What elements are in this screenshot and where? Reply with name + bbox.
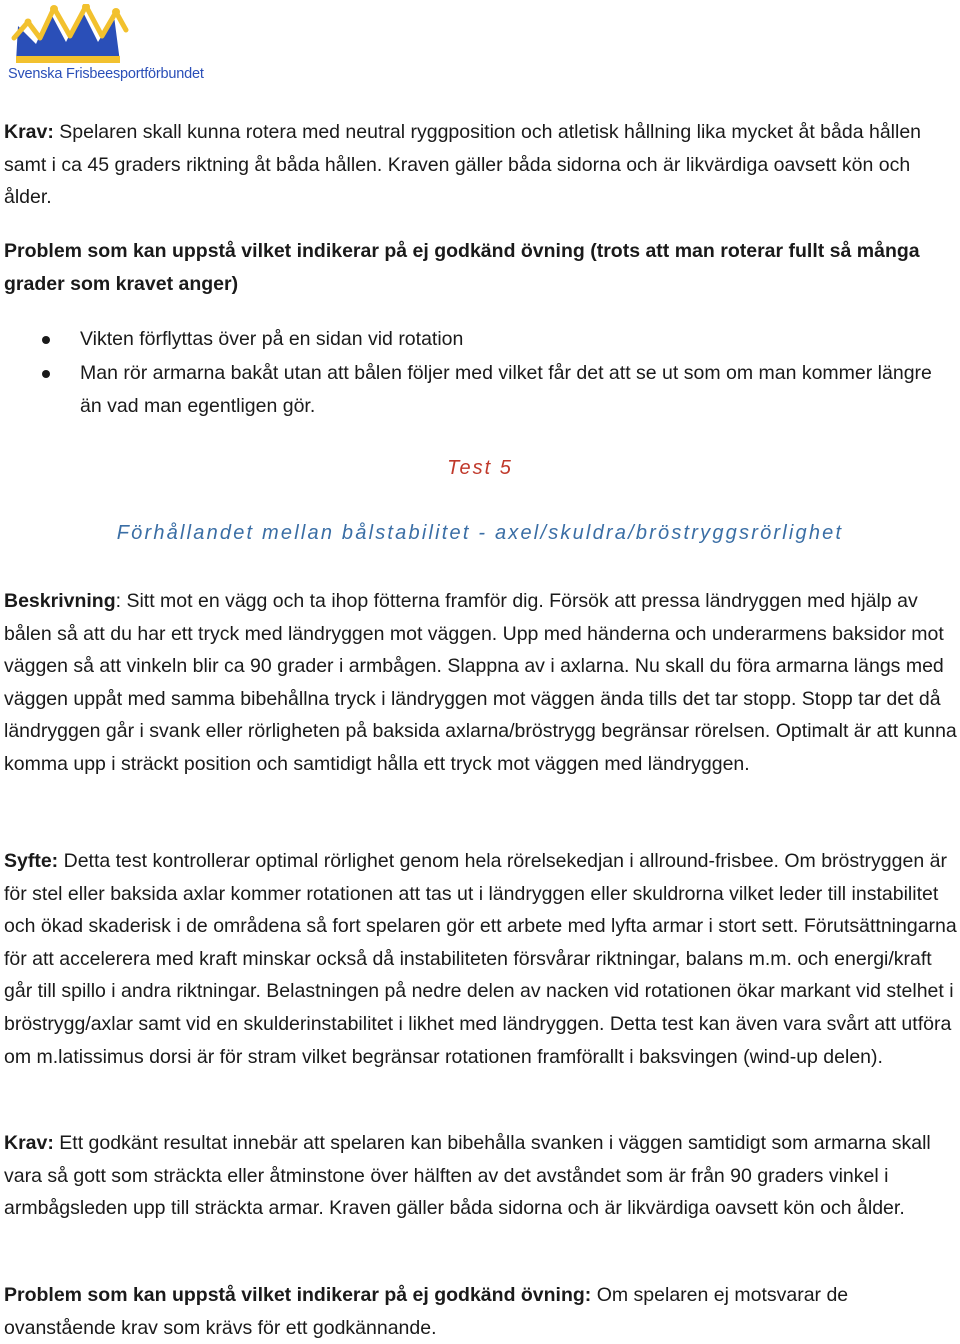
- krav-paragraph-2: [4, 1127, 958, 1225]
- list-item-text: Man rör armarna bakåt utan att bålen följer med vilket får det att se ut som om man kommer längre än vad man egentligen gör.: [80, 361, 932, 417]
- test-subheading: Förhållandet mellan bålstabilitet - axel/skuldra/bröstryggsrörlighet: [116, 522, 844, 544]
- bullet-icon: [42, 336, 50, 344]
- logo-text: Svenska Frisbeesportförbundet: [8, 66, 204, 82]
- syfte-text: Detta test kontrollerar optimal rörlighet genom hela rörelsekedjan i allround-frisbee. Om bröstryggen är för stel eller baksida axlar kommer rotationen att tas ut i ländryggen eller skuldrorna vilket leder till instabilitet och ökad skaderisk i de områdena så fort spelaren gör ett arbete med lyfta armar i stort sett. Förutsättningarna för att accelerera med kraft minskar också då instabiliteten försvårar riktningar, balans m.m. och energi/kraft går till spillo i andra riktningar. Belastningen på nedre delen av nacken vid rotationen ökar markant vid stelhet i bröstrygg/axlar samt vid en skulderinstabilitet i likhet med ländryggen. Detta test kan även vara svårt att utföra om m.latissimus dorsi är för stram vilket begränsar rotationen framförallt i baksvingen (wind-up delen).: [4, 850, 957, 1068]
- beskrivning-text: : Sitt mot en vägg och ta ihop fötterna framför dig. Försök att pressa ländryggen med hjälp av bålen så att du har ett tryck med ländryggen mot väggen. Upp med händerna och underarmens baksidor mot väggen så att vinkeln blir ca 90 grader i armbågen. Slappna av i axlarna. Nu skall du föra armarna längs med väggen uppåt med samma bibehållna tryck i ländryggen mot väggen ända tills det tar stopp. Stopp tar det då ländryggen går i svank eller rörligheten på baksida axlarna/bröstrygg begränsar rörelsen. Optimalt är att kunna komma upp i sträckt position och samtidigt hålla ett tryck mot väggen med ländryggen.: [4, 590, 957, 775]
- list-item: [0, 323, 954, 356]
- beskrivning-paragraph: [4, 585, 958, 781]
- krav-label: Krav:: [4, 121, 54, 143]
- crown-icon: [10, 4, 130, 68]
- problem-bullet-list: [0, 323, 954, 424]
- beskrivning-label: Beskrivning: [4, 590, 116, 612]
- krav-paragraph-1: [4, 116, 958, 214]
- problem-text: Om spelaren ej motsvarar de ovanstående krav som krävs för ett godkännande.: [4, 1284, 849, 1339]
- problem-label: Problem som kan uppstå vilket indikerar på ej godkänd övning:: [4, 1284, 592, 1306]
- krav-text: Ett godkänt resultat innebär att spelaren kan bibehålla svanken i väggen samtidigt som armarna skall vara så gott som sträckta eller åtminstone över hälften av det avståndet som är från 90 graders vinkel i armbågsleden upp till sträckta armar. Kraven gäller båda sidorna och är likvärdiga oavsett kön och ålder.: [4, 1132, 931, 1220]
- syfte-paragraph: [4, 845, 958, 1073]
- list-item: [0, 357, 954, 422]
- krav-text: Spelaren skall kunna rotera med neutral ryggposition och atletisk hållning lika mycket åt båda hållen samt i ca 45 graders riktning åt båda hållen. Kraven gäller båda sidorna och är likvärdiga oavsett kön och ålder.: [4, 121, 922, 209]
- krav-label: Krav:: [4, 1132, 54, 1154]
- test-heading: Test 5: [447, 457, 513, 479]
- federation-logo: [8, 4, 218, 88]
- bullet-icon: [42, 370, 50, 378]
- problem-heading-1: Problem som kan uppstå vilket indikerar på ej godkänd övning (trots att man roterar fullt så många grader som kravet anger): [4, 240, 920, 295]
- list-item-text: Vikten förflyttas över på en sidan vid rotation: [80, 328, 464, 350]
- syfte-label: Syfte:: [4, 850, 59, 872]
- problem-paragraph-2: [4, 1279, 958, 1344]
